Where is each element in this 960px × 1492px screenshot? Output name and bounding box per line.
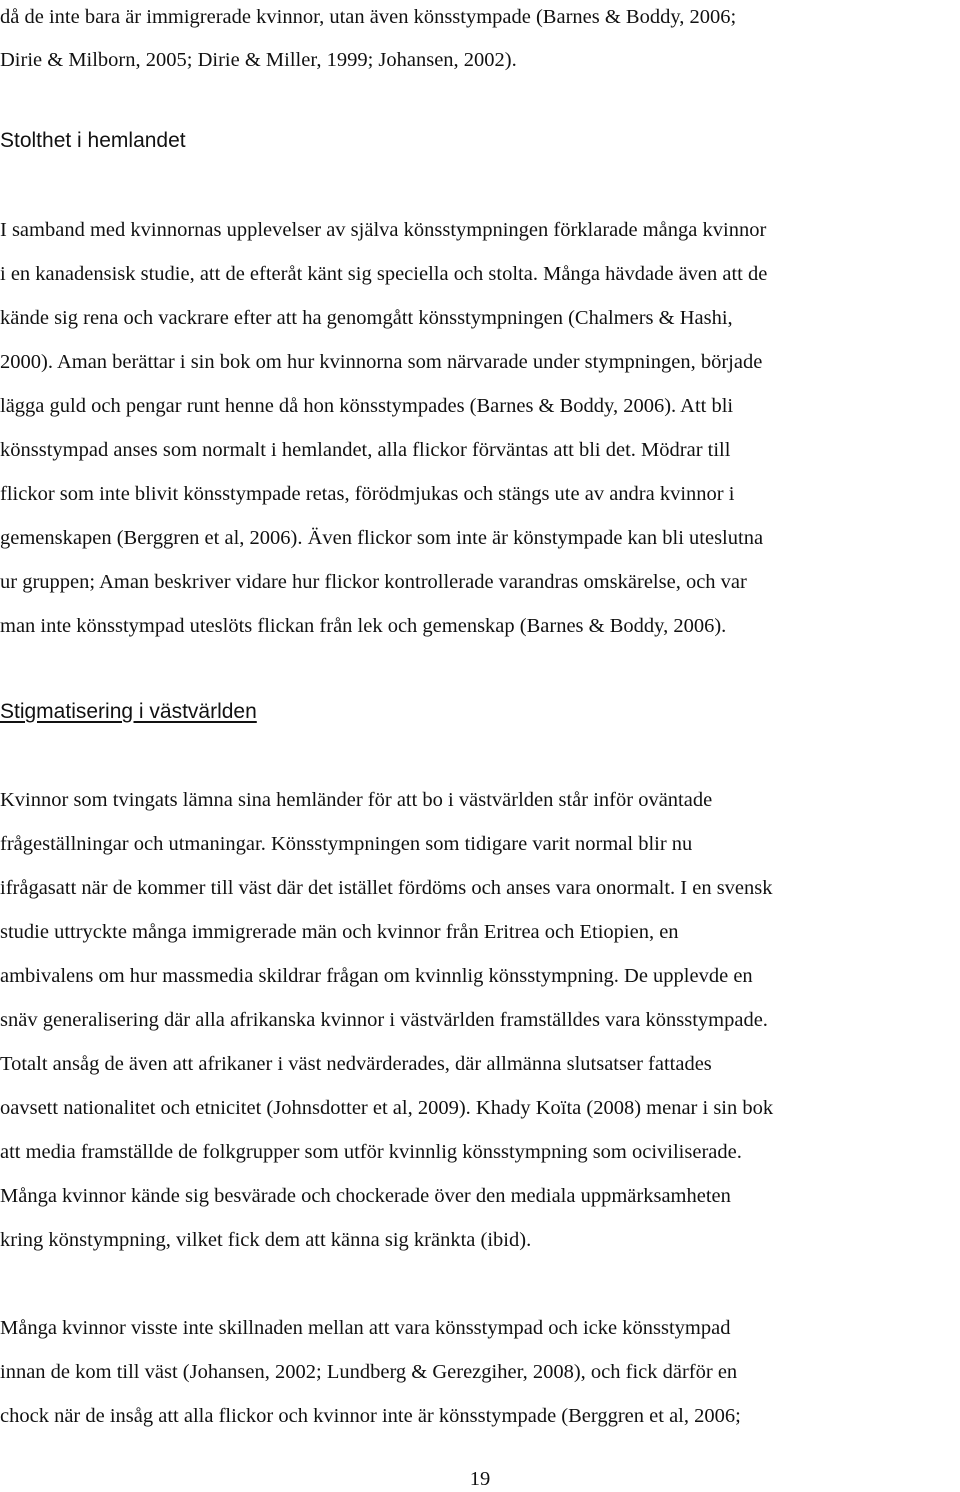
body-text-line: innan de kom till väst (Johansen, 2002; Lundberg & Gerezgiher, 2008), och fick därför en <box>0 1361 738 1383</box>
body-text-line: kring könstympning, vilket fick dem att känna sig kränkta (ibid). <box>0 1229 532 1251</box>
body-text-line: att media framställde de folkgrupper som utför kvinnlig könsstympning som ociviliserade. <box>0 1141 742 1163</box>
body-text-line: frågeställningar och utmaningar. Könsstympningen som tidigare varit normal blir nu <box>0 833 693 855</box>
body-text-line: man inte könsstympad uteslöts flickan från lek och gemenskap (Barnes & Boddy, 2006). <box>0 615 727 637</box>
body-text-line: flickor som inte blivit könsstympade retas, förödmjukas och stängs ute av andra kvinnor i <box>0 483 735 505</box>
body-text-line: lägga guld och pengar runt henne då hon könsstympades (Barnes & Boddy, 2006). Att bli <box>0 395 734 417</box>
body-text-line: I samband med kvinnornas upplevelser av själva könsstympningen förklarade många kvinnor <box>0 219 767 241</box>
body-text-line: studie uttryckte många immigrerade män och kvinnor från Eritrea och Etiopien, en <box>0 921 679 943</box>
page-number: 19 <box>469 1468 491 1490</box>
body-text-span: i en kanadensisk studie, att de efteråt känt sig speciella och stolta. <box>0 263 538 285</box>
body-text-line: chock när de insåg att alla flickor och kvinnor inte är könsstympade (Berggren et al, 2006; <box>0 1405 741 1427</box>
body-text-line: Dirie & Milborn, 2005; Dirie & Miller, 1999; Johansen, 2002). <box>0 49 517 71</box>
body-text-line: könsstympad anses som normalt i hemlandet, alla flickor förväntas att bli det. Mödrar till <box>0 439 731 461</box>
body-text-line: ur gruppen; Aman beskriver vidare hur flickor kontrollerade varandras omskärelse, och var <box>0 571 747 593</box>
body-text-line: Kvinnor som tvingats lämna sina hemländer för att bo i västvärlden står inför oväntade <box>0 789 713 811</box>
body-text-line: Många kvinnor kände sig besvärade och chockerade över den mediala uppmärksamheten <box>0 1185 731 1207</box>
body-text-line: Många kvinnor visste inte skillnaden mellan att vara könsstympad och icke könsstympad <box>0 1317 731 1339</box>
section-heading: Stigmatisering i västvärlden <box>0 700 257 723</box>
body-text-span: Många hävdade även att de <box>543 263 768 285</box>
body-text-line: snäv generalisering där alla afrikanska kvinnor i västvärlden framställdes vara könsstympade. <box>0 1009 768 1031</box>
body-text-line: 2000). Aman berättar i sin bok om hur kvinnorna som närvarade under stympningen, började <box>0 351 763 373</box>
body-text-line: då de inte bara är immigrerade kvinnor, utan även könsstympade (Barnes & Boddy, 2006; <box>0 6 737 28</box>
body-text-line: oavsett nationalitet och etnicitet (Johnsdotter et al, 2009). Khady Koïta (2008) menar i sin bok <box>0 1097 774 1119</box>
body-text-line: Totalt ansåg de även att afrikaner i väst nedvärderades, där allmänna slutsatser fattades <box>0 1053 712 1075</box>
body-text-line: ambivalens om hur massmedia skildrar frågan om kvinnlig könsstympning. De upplevde en <box>0 965 753 987</box>
body-text-line: kände sig rena och vackrare efter att ha genomgått könsstympningen (Chalmers & Hashi, <box>0 307 733 329</box>
body-text-line: gemenskapen (Berggren et al, 2006). Även flickor som inte är könstympade kan bli uteslutna <box>0 527 764 549</box>
section-heading: Stolthet i hemlandet <box>0 129 186 152</box>
body-text-line <box>0 261 767 287</box>
body-text-line: ifrågasatt när de kommer till väst där det istället fördöms och anses vara onormalt. I en svensk <box>0 877 773 899</box>
